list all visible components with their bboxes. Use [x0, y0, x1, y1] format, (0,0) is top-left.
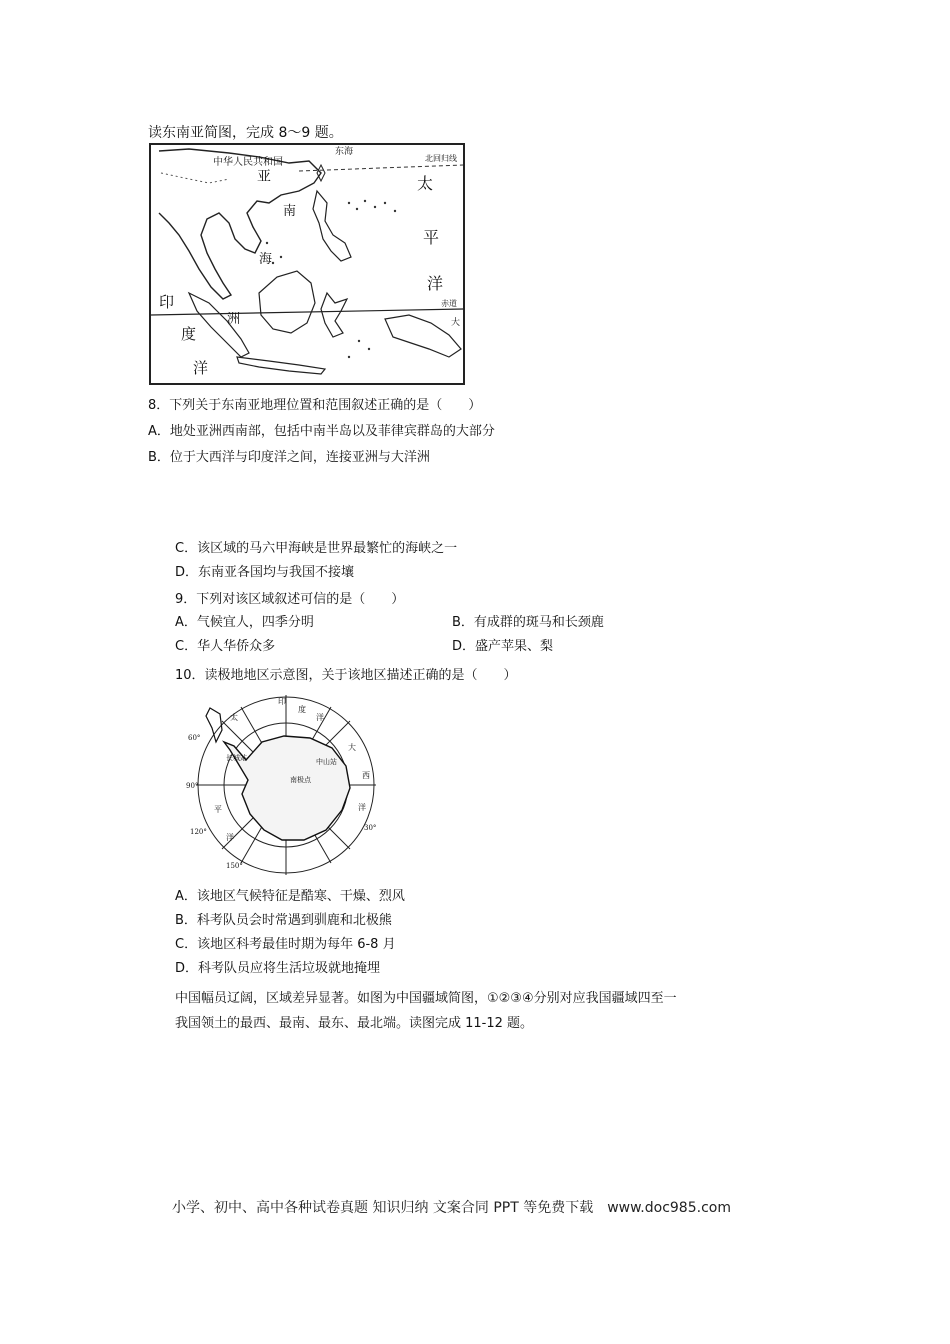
q8-stem: 8．下列关于东南亚地理位置和范围叙述正确的是（ ） [148, 398, 482, 413]
polar-label-da: 大 [348, 743, 356, 752]
label-hai: 海 [259, 252, 273, 267]
polar-label-du: 度 [298, 705, 306, 714]
polar-label-yang2: 洋 [226, 833, 234, 842]
q10-stem: 10．读极地地区示意图，关于该地区描述正确的是（ ） [175, 668, 517, 683]
polar-label-tai: 太 [230, 713, 238, 722]
southeast-asia-map [149, 143, 465, 385]
south-america-tip [206, 708, 222, 742]
china-intro-line1: 中国幅员辽阔，区域差异显著。如图为中国疆域简图，①②③④分别对应我国疆域四至一 [175, 991, 677, 1006]
q10-option-c[interactable]: C．该地区科考最佳时期为每年 6-8 月 [175, 937, 396, 952]
sea-intro: 读东南亚简图，完成 8～9 题。 [148, 125, 343, 141]
label-tai: 太 [417, 174, 434, 193]
polar-label-south-pole: 南极点 [290, 776, 311, 784]
q10-option-d[interactable]: D．科考队员应将生活垃圾就地掩埋 [175, 961, 381, 976]
label-tropic: 北回归线 [425, 154, 457, 163]
polar-label-30: 30° [364, 824, 377, 832]
label-da: 大 [451, 318, 461, 328]
polar-label-yang3: 洋 [358, 803, 366, 812]
label-du: 度 [181, 325, 197, 343]
label-yang-pacific: 洋 [427, 274, 444, 293]
polar-label-yang1: 洋 [316, 713, 324, 722]
polar-label-60: 60° [188, 734, 201, 742]
china-intro-line2: 我国领土的最西、最南、最东、最北端。读图完成 11-12 题。 [175, 1016, 534, 1031]
q9-option-a[interactable]: A．气候宜人，四季分明 [175, 615, 314, 630]
polar-label-ping: 平 [214, 805, 222, 814]
label-ping: 平 [423, 228, 440, 247]
q9-option-d[interactable]: D．盛产苹果、梨 [452, 639, 554, 654]
polar-label-zhongshan: 中山站 [316, 758, 337, 766]
q8-option-c[interactable]: C．该区域的马六甲海峡是世界最繁忙的海峡之一 [175, 541, 458, 556]
label-equator: 赤道 [441, 299, 457, 308]
polar-label-120: 120° [190, 828, 207, 836]
polar-label-changcheng: 长城站 [226, 754, 247, 762]
label-east-sea: 东海 [335, 147, 354, 157]
q9-option-b[interactable]: B．有成群的斑马和长颈鹿 [452, 615, 604, 630]
antarctic-continent [224, 736, 350, 840]
label-china: 中华人民共和国 [213, 157, 283, 168]
page-footer: 小学、初中、高中各种试卷真题 知识归纳 文案合同 PPT 等免费下载 www.doc985.com [172, 1200, 731, 1216]
q8-option-d[interactable]: D．东南亚各国均与我国不接壤 [175, 565, 355, 580]
q9-stem: 9．下列对该区域叙述可信的是（ ） [175, 592, 405, 607]
label-ya: 亚 [257, 169, 271, 185]
label-nan: 南 [283, 204, 297, 219]
polar-label-xi: 西 [362, 771, 370, 780]
polar-label-yin: 印 [278, 697, 286, 706]
label-yin: 印 [159, 293, 175, 311]
antarctica-map [186, 690, 388, 880]
q9-option-c[interactable]: C．华人华侨众多 [175, 639, 276, 654]
label-yang-indian: 洋 [193, 359, 209, 377]
q10-option-b[interactable]: B．科考队员会时常遇到驯鹿和北极熊 [175, 913, 392, 928]
q8-option-a[interactable]: A．地处亚洲西南部，包括中南半岛以及菲律宾群岛的大部分 [148, 424, 495, 439]
polar-label-150: 150° [226, 862, 243, 870]
q8-option-b[interactable]: B．位于大西洋与印度洋之间，连接亚洲与大洋洲 [148, 450, 430, 465]
q10-option-a[interactable]: A．该地区气候特征是酷寒、干燥、烈风 [175, 889, 405, 904]
polar-label-90: 90° [186, 782, 199, 790]
label-zhou: 洲 [227, 312, 241, 327]
